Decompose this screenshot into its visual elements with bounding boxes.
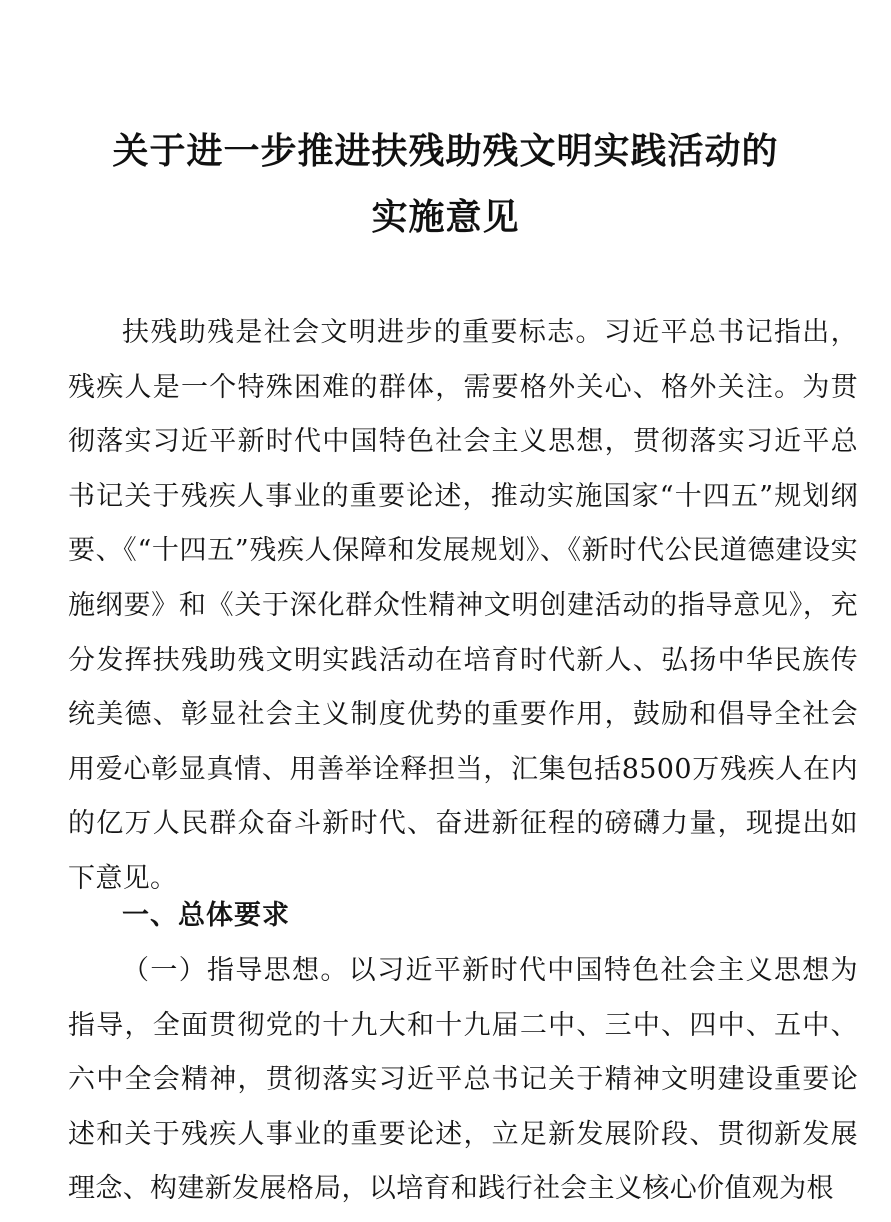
guiding-ideology-paragraph [68, 944, 858, 1217]
subsection-label: （一）指导思想。 [122, 955, 349, 986]
section-heading-general-requirements: 一、总体要求 [122, 900, 290, 931]
intro-paragraph: 扶残助残是社会文明进步的重要标志。习近平总书记指出，残疾人是一个特殊困难的群体，需要格外关心、格外关注。为贯彻落实习近平新时代中国特色社会主义思想，贯彻落实习近平总书记关于残疾人事业的重要论述，推动实施国家“十四五”规划纲要、《“十四五”残疾人保障和发展规划》、《新时代公民道德建设实施纲要》和《关于深化群众性精神文明创建活动的指导意见》，充分发挥扶残助残文明实践活动在培育时代新人、弘扬中华民族传统美德、彰显社会主义制度优势的重要作用，鼓励和倡导全社会用爱心彰显真情、用善举诠释担当，汇集包括8500万残疾人在内的亿万人民群众奋斗新时代、奋进新征程的磅礴力量，现提出如下意见。 [68, 317, 858, 894]
document-title-line-1: 关于进一步推进扶残助残文明实践活动的 [112, 131, 779, 172]
document-title-line-2: 实施意见 [371, 197, 520, 238]
guiding-ideology-text: 以习近平新时代中国特色社会主义思想为指导，全面贯彻党的十九大和十九届二中、三中、四中、五中、六中全会精神，贯彻落实习近平总书记关于精神文明建设重要论述和关于残疾人事业的重要论述，立足新发展阶段、贯彻新发展理念、构建新发展格局，以培育和践行社会主义核心价值观为根 [68, 955, 858, 1205]
